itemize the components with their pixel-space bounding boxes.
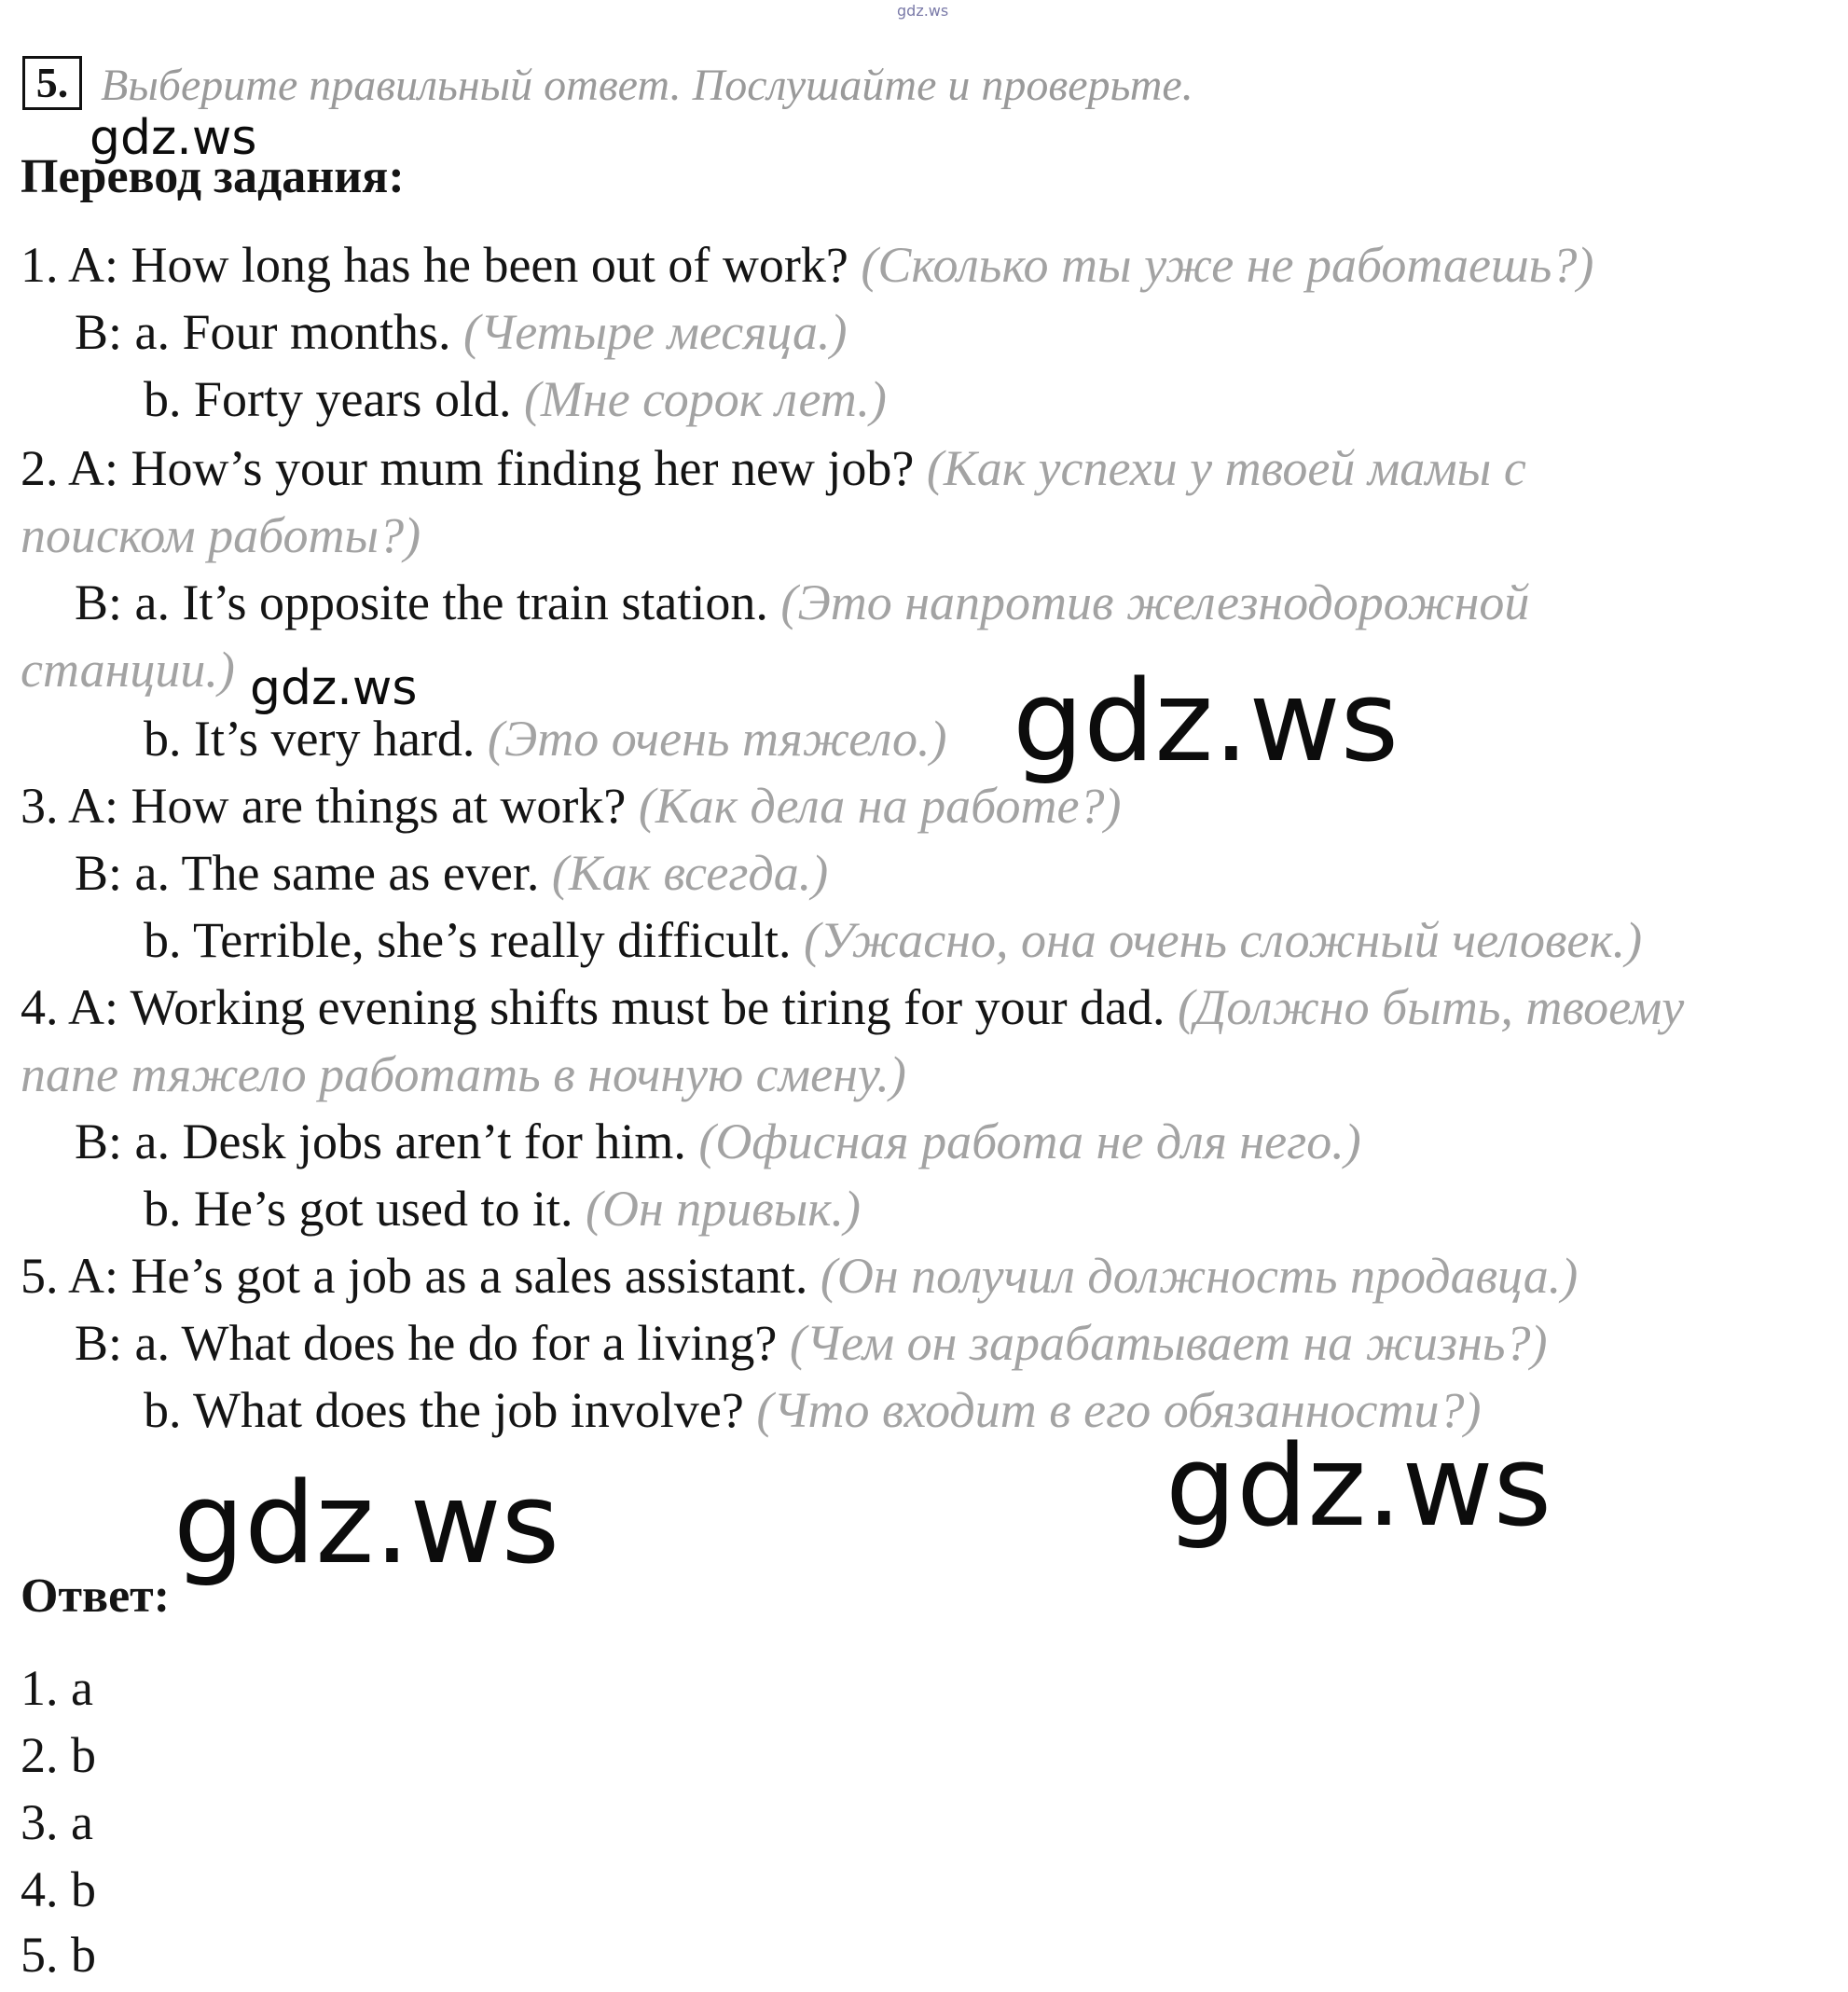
line-17-en: B: a. What does he do for a living? xyxy=(75,1315,778,1371)
line-14 xyxy=(75,1114,1361,1169)
watermark-top-tiny: gdz.ws xyxy=(897,2,949,20)
line-14-en: B: a. Desk jobs aren’t for him. xyxy=(75,1114,686,1169)
line-16 xyxy=(21,1248,1578,1304)
line-9-ru: (Как дела на работе?) xyxy=(638,778,1122,834)
line-2-en: B: a. Four months. xyxy=(75,304,451,360)
translation-heading: Перевод задания: xyxy=(21,150,405,203)
line-15-en: b. He’s got used to it. xyxy=(144,1181,573,1237)
line-14-ru: (Офисная работа не для него.) xyxy=(698,1114,1361,1169)
line-15-ru: (Он привык.) xyxy=(585,1181,862,1237)
line-3-en: b. Forty years old. xyxy=(144,371,512,427)
line-5 xyxy=(21,507,421,563)
watermark-1: gdz.ws xyxy=(90,110,257,166)
task-number-box: 5. xyxy=(22,56,82,110)
line-18-ru: (Что входит в его обязанности?) xyxy=(756,1382,1482,1438)
line-11-en: b. Terrible, she’s really difficult. xyxy=(144,912,792,968)
line-4-en: 2. A: How’s your mum finding her new job? xyxy=(21,440,915,496)
line-6-ru: (Это напротив железнодорожной xyxy=(780,574,1530,630)
line-5-ru: поиском работы?) xyxy=(21,507,421,563)
line-17-ru: (Чем он зарабатывает на жизнь?) xyxy=(789,1315,1548,1371)
watermark-4: gdz.ws xyxy=(1165,1422,1552,1552)
line-1-en: 1. A: How long has he been out of work? xyxy=(21,237,848,293)
line-2-ru: (Четыре месяца.) xyxy=(463,304,848,360)
line-12 xyxy=(21,979,1684,1035)
answer-1: 1. a xyxy=(21,1660,93,1716)
line-1-ru: (Сколько ты уже не работаешь?) xyxy=(861,237,1594,293)
line-4-ru: (Как успехи у твоей мамы с xyxy=(926,440,1526,496)
line-12-en: 4. A: Working evening shifts must be tiring for your dad. xyxy=(21,979,1165,1035)
line-3 xyxy=(144,371,887,427)
line-6 xyxy=(75,574,1529,630)
watermark-2: gdz.ws xyxy=(250,660,418,716)
line-9 xyxy=(21,778,1121,834)
task-instruction: Выберите правильный ответ. Послушайте и проверьте. xyxy=(101,61,1193,110)
line-4 xyxy=(21,440,1526,496)
line-11-ru: (Ужасно, она очень сложный человек.) xyxy=(804,912,1643,968)
answer-2: 2. b xyxy=(21,1727,96,1783)
line-8-ru: (Это очень тяжело.) xyxy=(487,711,947,767)
line-8 xyxy=(144,711,947,767)
line-8-en: b. It’s very hard. xyxy=(144,711,476,767)
line-3-ru: (Мне сорок лет.) xyxy=(523,371,887,427)
line-7-ru: станции.) xyxy=(21,642,235,698)
line-6-en: B: a. It’s opposite the train station. xyxy=(75,574,768,630)
line-16-ru: (Он получил должность продавца.) xyxy=(820,1248,1579,1304)
watermark-3: gdz.ws xyxy=(1013,657,1400,787)
line-10-ru: (Как всегда.) xyxy=(551,845,829,901)
watermark-5: gdz.ws xyxy=(173,1459,560,1589)
line-2 xyxy=(75,304,847,360)
line-18-en: b. What does the job involve? xyxy=(144,1382,744,1438)
line-10-en: B: a. The same as ever. xyxy=(75,845,540,901)
line-9-en: 3. A: How are things at work? xyxy=(21,778,627,834)
answer-3: 3. a xyxy=(21,1794,93,1850)
line-13-ru: папе тяжело работать в ночную смену.) xyxy=(21,1046,906,1102)
answer-5: 5. b xyxy=(21,1927,96,1983)
line-7 xyxy=(21,642,235,698)
line-16-en: 5. A: He’s got a job as a sales assistant. xyxy=(21,1248,808,1304)
line-11 xyxy=(144,912,1642,968)
line-1 xyxy=(21,237,1593,293)
line-12-ru: (Должно быть, твоему xyxy=(1178,979,1685,1035)
line-15 xyxy=(144,1181,861,1237)
line-13 xyxy=(21,1046,906,1102)
answer-heading: Ответ: xyxy=(21,1570,171,1623)
line-10 xyxy=(75,845,828,901)
answer-4: 4. b xyxy=(21,1861,96,1917)
line-17 xyxy=(75,1315,1547,1371)
